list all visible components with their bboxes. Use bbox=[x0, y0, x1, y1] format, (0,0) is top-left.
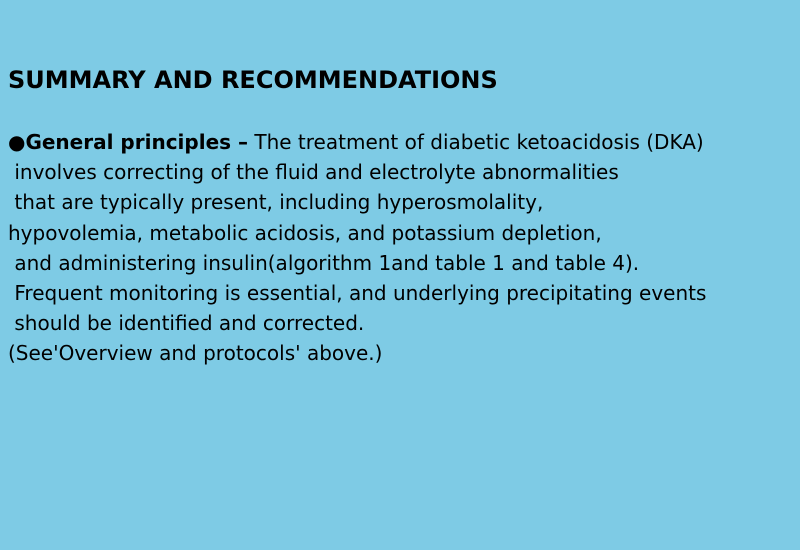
lead-in-label: General principles – bbox=[25, 130, 249, 154]
paragraph-line-6: Frequent monitoring is essential, and underlying precipitating events bbox=[8, 280, 707, 305]
paragraph-line-5: and administering insulin(algorithm 1and table 1 and table 4). bbox=[8, 250, 640, 275]
paragraph-line-4: hypovolemia, metabolic acidosis, and potassium depletion, bbox=[8, 220, 602, 245]
section-heading: SUMMARY AND RECOMMENDATIONS bbox=[8, 66, 498, 94]
cross-reference-line: (See'Overview and protocols' above.) bbox=[8, 341, 383, 366]
general-principles-paragraph bbox=[8, 127, 706, 369]
paragraph-line-7: should be identified and corrected. bbox=[8, 311, 365, 336]
line-text: The treatment of diabetic ketoacidosis (DKA) bbox=[248, 130, 704, 154]
paragraph-line-1 bbox=[8, 127, 706, 157]
paragraph-line-3: that are typically present, including hyperosmolality, bbox=[8, 190, 544, 215]
paragraph-line-2: involves correcting of the fluid and electrolyte abnormalities bbox=[8, 160, 619, 185]
bullet-icon: ● bbox=[8, 130, 26, 154]
